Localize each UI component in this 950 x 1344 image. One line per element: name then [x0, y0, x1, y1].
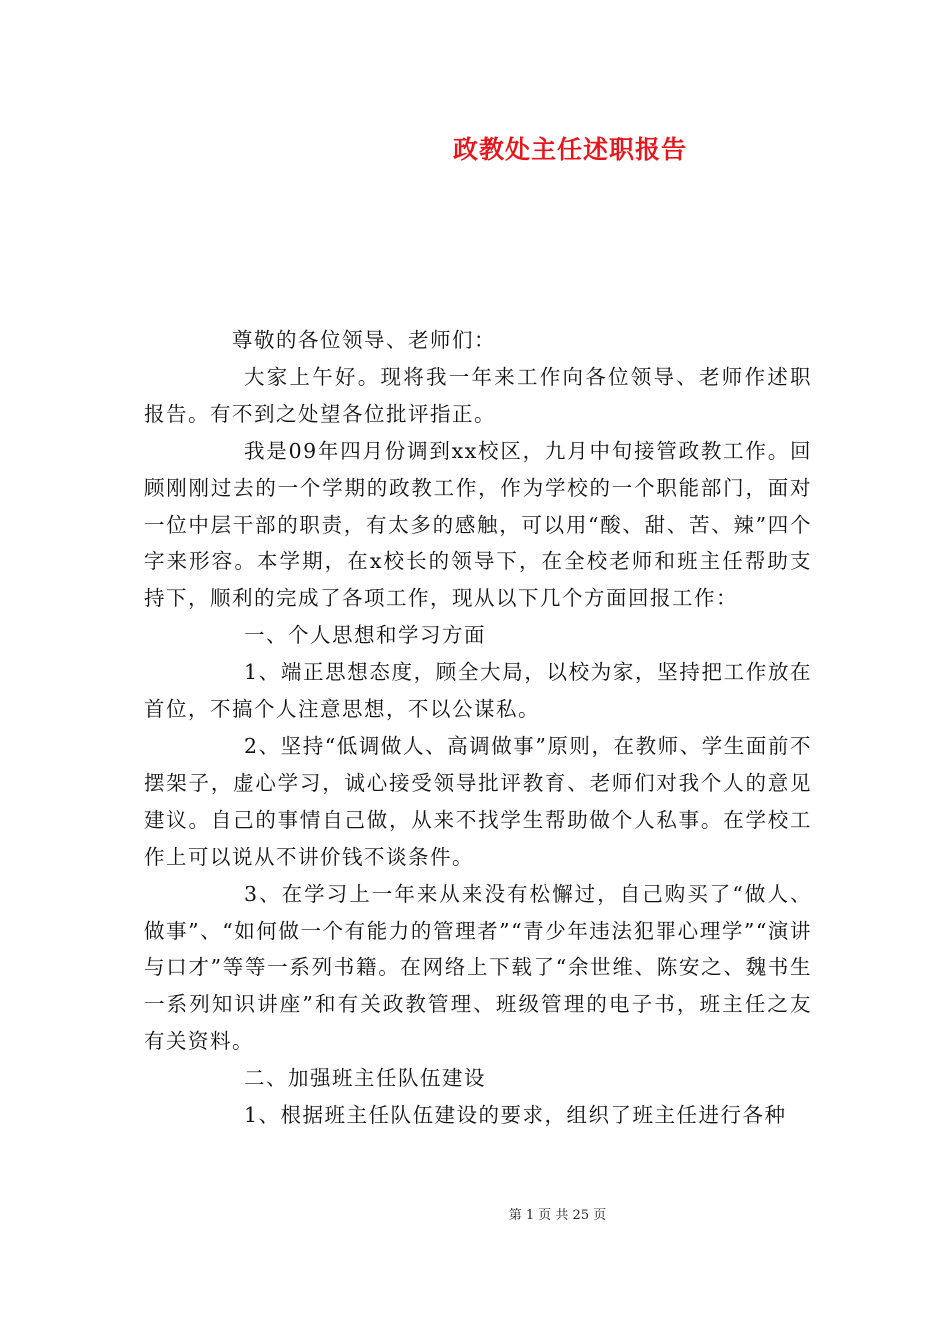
paragraph-item-1-2: 2、坚持“低调做人、高调做事”原则，在教师、学生面前不摆架子，虚心学习，诚心接受领导批评教育、老师们对我个人的意见建议。自己的事情自己做，从来不找学生帮助做个人私事。在学校工作上可以说从不讲价钱不谈条件。: [144, 733, 812, 869]
document-body: [144, 322, 812, 1134]
section-heading-1: 一、个人思想和学习方面: [244, 623, 486, 648]
paragraph-greeting: 大家上午好。现将我一年来工作向各位领导、老师作述职报告。有不到之处望各位批评指正。: [144, 364, 812, 426]
salutation: 尊敬的各位领导、老师们：: [232, 328, 496, 352]
section-heading-2: 二、加强班主任队伍建设: [244, 1066, 486, 1091]
paragraph-item-1-3: 3、在学习上一年来从来没有松懈过，自己购买了“做人、做事”、“如何做一个有能力的管理者”“青少年违法犯罪心理学”“演讲与口才”等等一系列书籍。在网络上下载了“余世维、陈安之、魏书生一系列知识讲座”和有关政教管理、班级管理的电子书，班主任之友有关资料。: [144, 881, 812, 1054]
document-title: 政教处主任述职报告: [452, 135, 687, 164]
paragraph-item-2-1: 1、根据班主任队伍建设的要求，组织了班主任进行各种: [244, 1103, 787, 1128]
paragraph-intro: 我是09年四月份调到xx校区，九月中旬接管政教工作。回顾刚刚过去的一个学期的政教工作，作为学校的一个职能部门，面对一位中层干部的职责，有太多的感触，可以用“酸、甜、苦、辣”四个字来形容。本学期，在x校长的领导下，在全校老师和班主任帮助支持下，顺利的完成了各项工作，现从以下几个方面回报工作：: [144, 438, 812, 611]
paragraph-item-1-1: 1、端正思想态度，顾全大局，以校为家，坚持把工作放在首位，不搞个人注意思想，不以公谋私。: [144, 660, 812, 722]
page-number-footer: 第 1 页 共 25 页: [508, 1208, 607, 1223]
